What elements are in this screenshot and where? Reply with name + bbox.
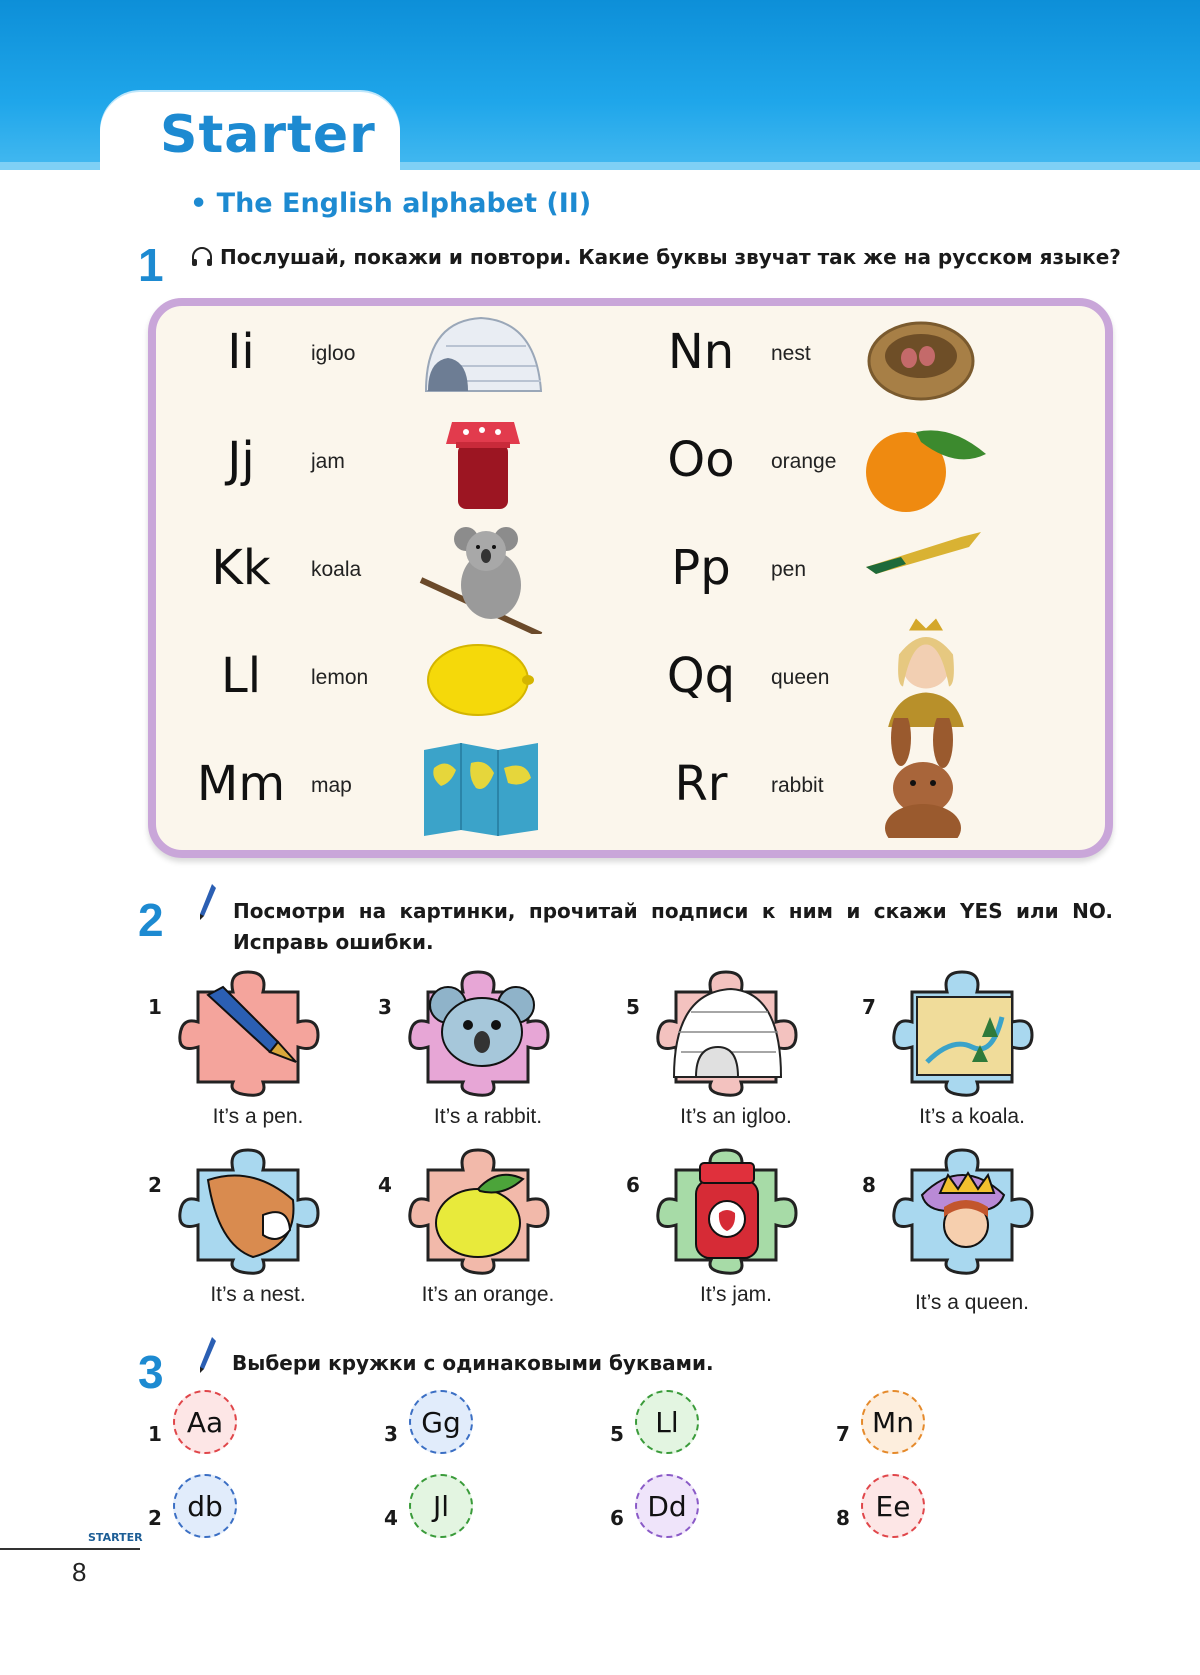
puzzle-caption: It’s a koala.: [919, 1105, 1025, 1128]
alphabet-word: nest: [771, 342, 811, 365]
letter-circle[interactable]: Gg: [409, 1390, 473, 1454]
letter-circle[interactable]: Jl: [409, 1474, 473, 1538]
letter-circle-item: [148, 1390, 268, 1460]
circle-number: 6: [610, 1506, 624, 1530]
jam-jar-icon: [416, 414, 546, 514]
circle-number: 2: [148, 1506, 162, 1530]
pencil-icon: [196, 882, 218, 922]
puzzle-caption: It’s a queen.: [914, 1291, 1030, 1314]
puzzle-number: 1: [148, 995, 162, 1019]
puzzle-caption: It’s jam.: [700, 1283, 772, 1306]
puzzle-caption: It’s a nest.: [210, 1283, 306, 1306]
puzzle-number: 2: [148, 1173, 162, 1197]
puzzle-item: [378, 1145, 598, 1320]
alphabet-letter: Nn: [667, 324, 735, 380]
circle-number: 4: [384, 1506, 398, 1530]
letter-circle[interactable]: Aa: [173, 1390, 237, 1454]
alphabet-box: [148, 298, 1113, 858]
puzzle-item: [626, 1145, 846, 1320]
alphabet-word: orange: [771, 450, 837, 473]
alphabet-word: map: [311, 774, 352, 797]
alphabet-letter: Rr: [674, 756, 728, 812]
exercise-1-number: 1: [138, 239, 164, 291]
letter-circle[interactable]: Mn: [861, 1390, 925, 1454]
puzzle-caption: It’s a rabbit.: [433, 1105, 543, 1128]
section-subtitle: • The English alphabet (II): [190, 188, 592, 219]
rabbit-puzzle-icon: [178, 1145, 328, 1275]
alphabet-row-o: [646, 414, 1086, 522]
alphabet-letter: Jj: [227, 432, 255, 488]
alphabet-letter: Mm: [196, 756, 286, 812]
alphabet-row-k: [186, 522, 626, 630]
nest-icon: [861, 306, 991, 406]
jam-puzzle-icon: [656, 1145, 806, 1275]
letter-circle[interactable]: db: [173, 1474, 237, 1538]
puzzle-caption: It’s an igloo.: [680, 1105, 792, 1128]
circle-number: 5: [610, 1422, 624, 1446]
queen-puzzle-icon: [892, 1145, 1042, 1275]
alphabet-row-r: [646, 738, 1086, 846]
queen-icon: [861, 602, 991, 727]
letter-circle[interactable]: Ee: [861, 1474, 925, 1538]
letter-circle-item: [610, 1390, 730, 1460]
alphabet-letter: Pp: [671, 540, 731, 596]
puzzle-item: [862, 967, 1082, 1142]
alphabet-word: lemon: [311, 666, 369, 689]
circle-number: 3: [384, 1422, 398, 1446]
pen-puzzle-icon: [178, 967, 328, 1097]
letter-circle-item: [384, 1390, 504, 1460]
letter-circle-item: [148, 1474, 268, 1544]
pencil-icon: [196, 1335, 218, 1375]
alphabet-letter: Kk: [211, 540, 271, 596]
alphabet-letter: Ii: [227, 324, 255, 380]
exercise-2-instruction-line1: Посмотри на картинки, прочитай подписи к ним и скажи YES или NO.: [233, 899, 1113, 923]
alphabet-row-n: [646, 306, 1086, 414]
puzzle-item: [378, 967, 598, 1142]
footer-divider: [0, 1548, 140, 1550]
exercise-3-instruction: Выбери кружки с одинаковыми буквами.: [232, 1351, 714, 1375]
page-number: 8: [72, 1557, 87, 1587]
orange-icon: [861, 414, 991, 514]
lemon-icon: [416, 630, 546, 730]
letter-circle-item: [610, 1474, 730, 1544]
map-puzzle-icon: [892, 967, 1042, 1097]
exercise-3-number: 3: [138, 1346, 164, 1398]
igloo-icon: [416, 306, 546, 406]
lemon-puzzle-icon: [408, 1145, 558, 1275]
puzzle-item: [862, 1145, 1082, 1320]
exercise-2-instruction-line2: Исправь ошибки.: [233, 930, 434, 954]
page-title: Starter: [160, 105, 376, 165]
map-icon: [416, 738, 546, 838]
letter-circle-item: [384, 1474, 504, 1544]
puzzle-caption: It’s a pen.: [212, 1105, 304, 1128]
alphabet-letter: Ll: [220, 648, 262, 704]
alphabet-row-j: [186, 414, 626, 522]
circle-number: 7: [836, 1422, 850, 1446]
puzzle-number: 7: [862, 995, 876, 1019]
alphabet-word: jam: [311, 450, 345, 473]
puzzle-number: 4: [378, 1173, 392, 1197]
headphones-icon: [190, 246, 214, 268]
alphabet-letter: Qq: [666, 648, 736, 704]
letter-circle[interactable]: Dd: [635, 1474, 699, 1538]
koala-icon: [416, 516, 546, 634]
alphabet-letter: Oo: [667, 432, 735, 488]
alphabet-word: pen: [771, 558, 807, 581]
alphabet-row-m: [186, 738, 626, 846]
alphabet-row-l: [186, 630, 626, 738]
puzzle-number: 3: [378, 995, 392, 1019]
puzzle-caption: It’s an orange.: [421, 1283, 555, 1306]
footer-section-label: STARTER: [88, 1531, 143, 1544]
alphabet-word: koala: [311, 558, 362, 581]
alphabet-word: queen: [771, 666, 830, 689]
puzzle-number: 6: [626, 1173, 640, 1197]
letter-circle-item: [836, 1390, 956, 1460]
puzzle-item: [148, 1145, 368, 1320]
puzzle-item: [148, 967, 368, 1142]
alphabet-word: rabbit: [771, 774, 824, 797]
igloo-puzzle-icon: [656, 967, 806, 1097]
circle-number: 8: [836, 1506, 850, 1530]
alphabet-row-i: [186, 306, 626, 414]
exercise-1-instruction: Послушай, покажи и повтори. Какие буквы звучат так же на русском языке?: [220, 245, 1121, 269]
exercise-2-number: 2: [138, 894, 164, 946]
rabbit-icon: [861, 718, 991, 838]
puzzle-number: 8: [862, 1173, 876, 1197]
puzzle-item: [626, 967, 846, 1142]
koala-puzzle-icon: [408, 967, 558, 1097]
letter-circle-item: [836, 1474, 956, 1544]
letter-circle[interactable]: Ll: [635, 1390, 699, 1454]
circle-number: 1: [148, 1422, 162, 1446]
puzzle-number: 5: [626, 995, 640, 1019]
alphabet-word: igloo: [311, 342, 356, 365]
